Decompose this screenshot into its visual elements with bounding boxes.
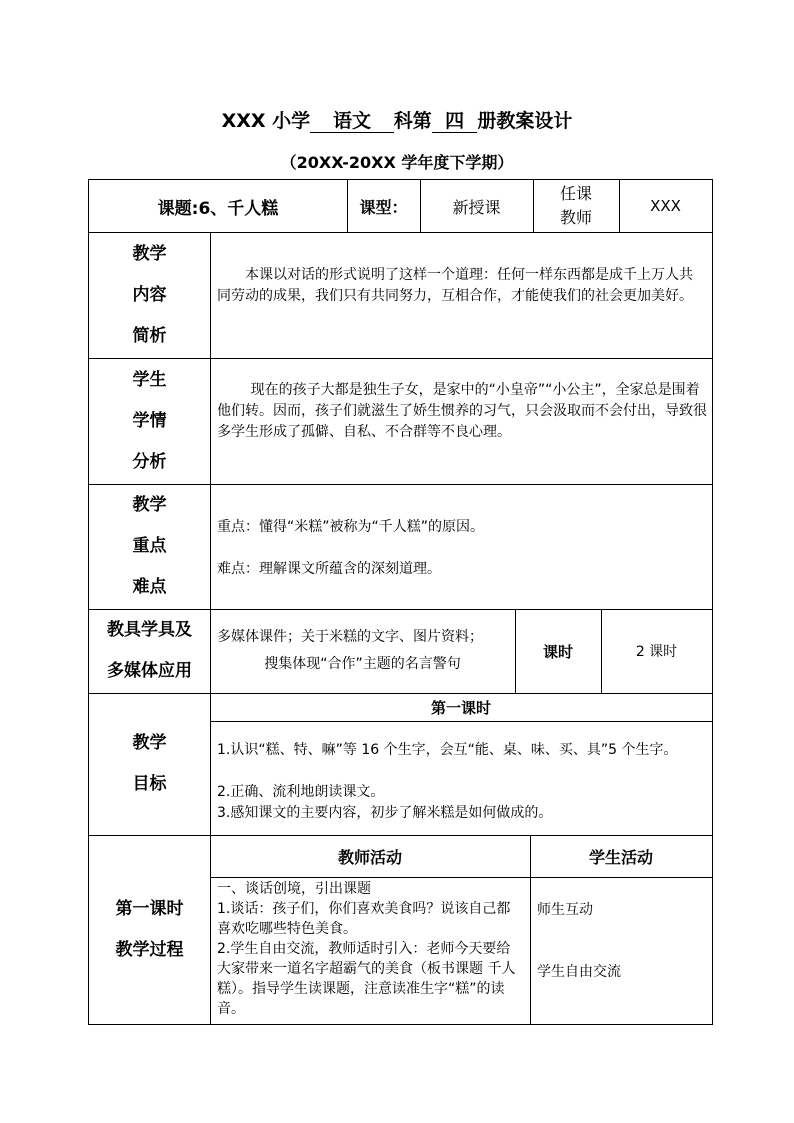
process-label: 第一课时 教学过程 xyxy=(115,899,184,960)
objective-item: 2.正确、流利地朗读课文。 xyxy=(217,784,385,800)
lesson-type-label: 课型： xyxy=(359,197,408,217)
objective-item: 1.认识“糕、特、嘛”等 16 个生字，会互“能、桌、味、买、具”5 个生字。 xyxy=(217,742,678,758)
teacher-activity-line: 2.学生自由交流，教师适时引入：老师今天要给大家带来一道名字超霸气的美食（板书课题 千人糕）。指导学生读课题，注意读准生字“糕”的读音。 xyxy=(217,941,516,1017)
tools-text xyxy=(210,609,515,693)
tools-line-2: 搜集体现“合作”主题的名言警句 xyxy=(264,656,461,672)
lesson-type-value: 新授课 xyxy=(452,197,501,217)
student-analysis-label: 学生 学情 分析 xyxy=(132,369,167,472)
document-title xyxy=(0,106,794,133)
title-volume: 四 xyxy=(432,110,478,133)
hours-label: 课时 xyxy=(542,642,573,661)
teacher-value: XXX xyxy=(650,197,681,215)
student-activity-line: 学生自由交流 xyxy=(537,964,621,980)
objectives-label: 教学 目标 xyxy=(132,733,167,794)
topic-label: 课题 xyxy=(157,198,192,219)
title-suffix: 册教案设计 xyxy=(477,110,573,132)
teacher-activity-header: 教师活动 xyxy=(337,847,402,867)
tools-label: 教具学具及 多媒体应用 xyxy=(107,620,192,681)
key-points-label: 教学 重点 难点 xyxy=(132,495,167,597)
title-school: XXX 小学 xyxy=(221,110,311,132)
row-divider xyxy=(210,877,712,878)
hours-value: 2 课时 xyxy=(635,644,678,660)
lesson-plan-table xyxy=(88,179,713,1025)
teacher-activity-line: 1.谈话：孩子们，你们喜欢美食吗？说该自己都喜欢吃哪些特色美食。 xyxy=(217,901,511,937)
student-activity-line: 师生互动 xyxy=(537,902,593,918)
student-analysis-text: 现在的孩子大都是独生子女，是家中的“小皇帝”“小公主”，全家总是围着他们转。因而，孩子们就滋生了娇生惯养的习气，只会汲取而不会付出，导致很多学生形成了孤僻、自私、不合群等不良心理。 xyxy=(217,382,707,440)
session-title: 第一课时 xyxy=(430,698,491,717)
document-subtitle: （20XX-20XX 学年度下学期） xyxy=(280,153,514,172)
difficulty-text: 难点：理解课文所蕴含的深刻道理。 xyxy=(217,561,441,577)
content-summary-label: 教学 内容 简析 xyxy=(132,243,167,346)
topic-cell xyxy=(89,180,347,232)
teacher-activity-line: 一、谈话创境，引出课题 xyxy=(217,881,371,897)
focus-text: 重点：懂得“米糕”被称为“千人糕”的原因。 xyxy=(217,519,485,535)
content-summary-text: 本课以对话的形式说明了这样一个道理：任何一样东西都是成千上万人共同劳动的成果，我们只有共同努力，互相合作，才能使我们的社会更加美好。 xyxy=(217,267,693,304)
row-divider xyxy=(210,721,712,722)
teacher-label: 任课 教师 xyxy=(559,184,592,227)
teacher-activity-text xyxy=(217,879,523,1019)
tools-line-1: 多媒体课件；关于米糕的文字、图片资料； xyxy=(217,629,483,645)
title-mid: 科第 xyxy=(393,110,432,132)
objective-item: 3.感知课文的主要内容，初步了解米糕是如何做成的。 xyxy=(217,805,553,821)
topic-value: :6、千人糕 xyxy=(191,198,279,219)
title-subject: 语文 xyxy=(310,110,394,133)
student-activity-header: 学生活动 xyxy=(588,847,653,867)
